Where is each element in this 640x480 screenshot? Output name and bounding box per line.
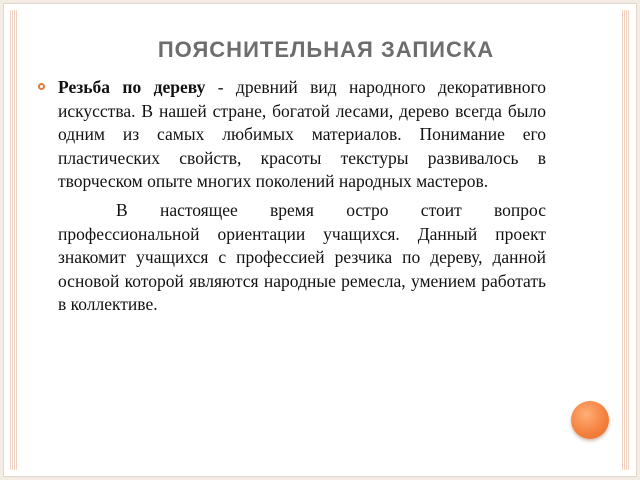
slide-title: ПОЯСНИТЕЛЬНАЯ ЗАПИСКА (157, 37, 495, 62)
paragraph-1-text: - древний вид народного декоративного искусства. В нашей стране, богатой лесами, дерево всегда было одним из самых любимых материалов. Понимание его пластических свойств, красоты текстуры развивалось в творческом опыте многих поколений народных мастеров. (58, 77, 546, 192)
paragraph-1 (58, 76, 546, 194)
paragraph-1-bold-lead: Резьба по дереву (58, 77, 206, 97)
orange-circle-decoration (571, 401, 609, 439)
right-decorative-stripe (622, 10, 630, 470)
slide-body (58, 76, 546, 317)
bullet-icon (38, 83, 45, 90)
left-decorative-stripe (10, 10, 18, 470)
paragraph-2: В настоящее время остро стоит вопрос профессиональной ориентации учащихся. Данный проект знакомит учащихся с профессией резчика по дереву, данной основой которой являются народные ремесла, умением работать в коллективе. (58, 199, 546, 315)
